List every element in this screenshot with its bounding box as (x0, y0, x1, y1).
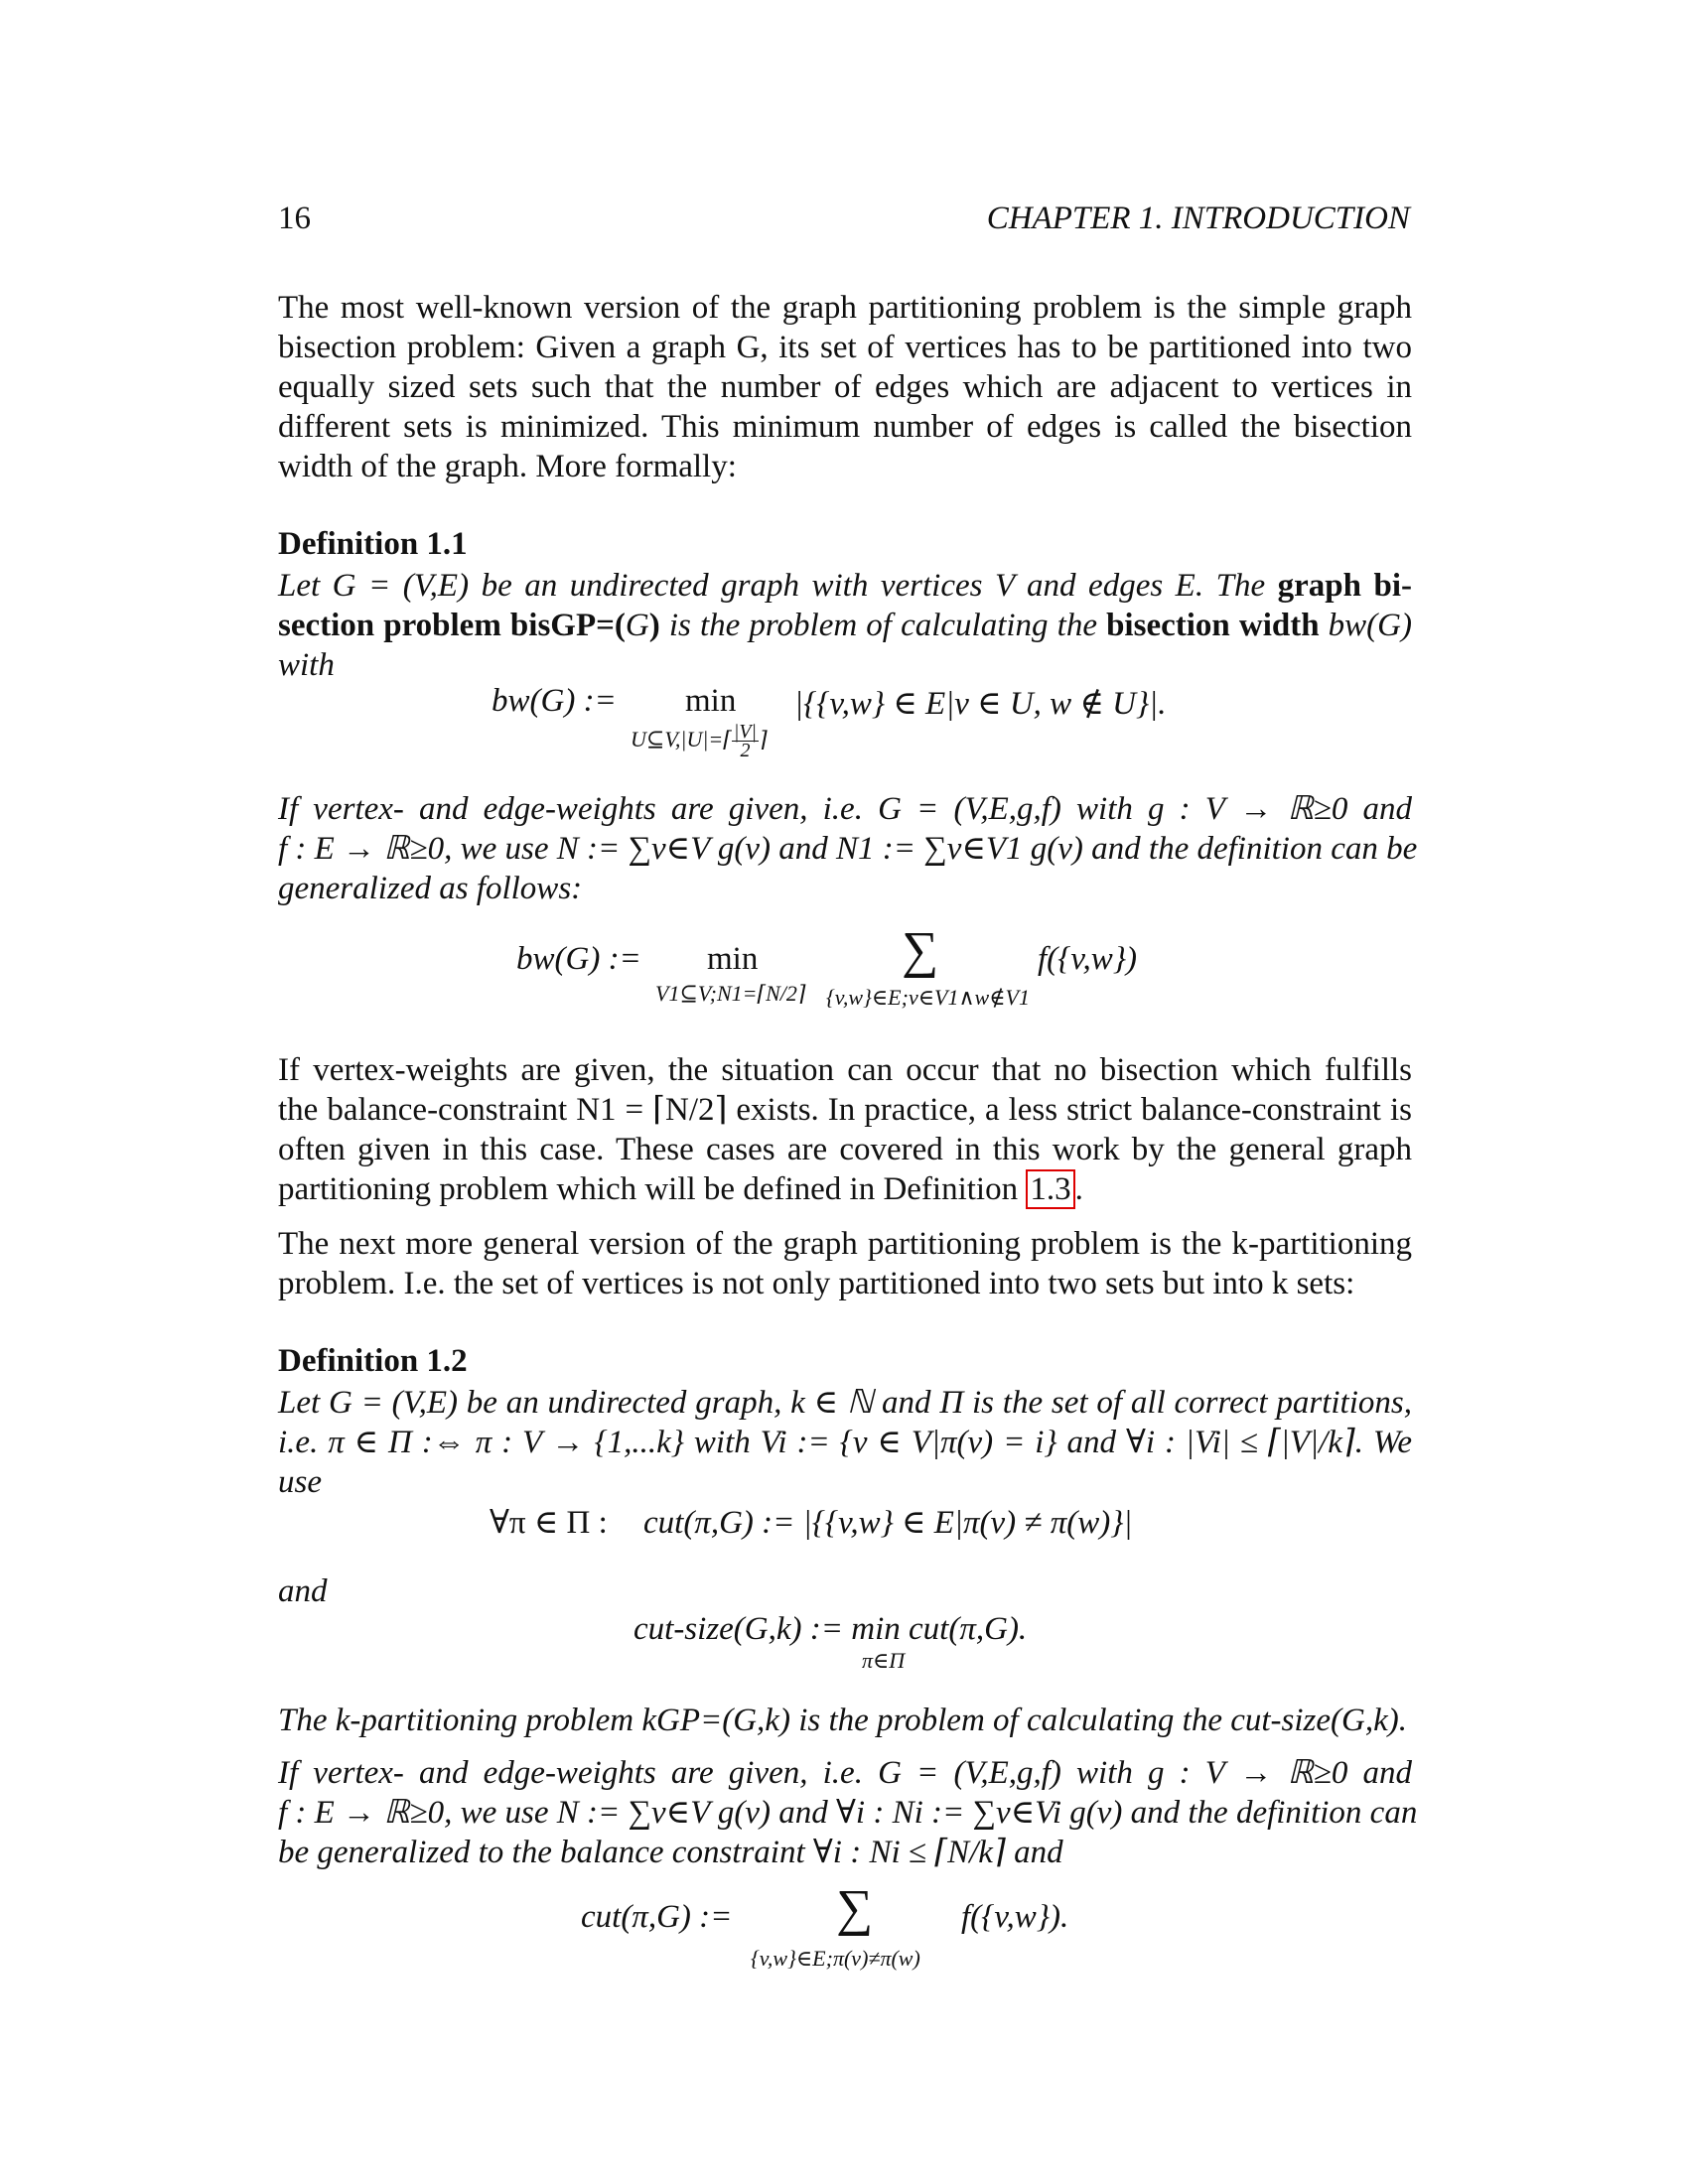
equation-lhs: ∀π ∈ Π : (490, 1505, 608, 1541)
kgp-statement (278, 1701, 1412, 1740)
running-header: CHAPTER 1. INTRODUCTION (986, 201, 1410, 236)
text-line: Let G = (V,E) be an undirected graph, k ∈ ℕ and Π is the set of all correct partitions, (278, 1385, 1412, 1421)
equation-subscript (631, 723, 768, 759)
text-line: f : E → ℝ≥0, we use N := ∑v∈V g(v) and ∀i : Ni := ∑v∈Vi g(v) and the definition can (278, 1795, 1418, 1831)
text-line: If vertex-weights are given, the situation can occur that no bisection which fulfills (278, 1052, 1412, 1088)
text-line: f : E → ℝ≥0, we use N := ∑v∈V g(v) and N1 := ∑v∈V1 g(v) and the definition can be (278, 831, 1418, 867)
math-var: G (625, 608, 649, 643)
equation-rhs: |{{v,w} ∈ E|v ∈ U, w ∉ U}|. (794, 686, 1167, 722)
fraction (732, 723, 759, 759)
text-line: The most well-known version of the graph partitioning problem is the simple graph (278, 290, 1412, 326)
text-line: If vertex- and edge-weights are given, i.e. G = (V,E,g,f) with g : V → ℝ≥0 and (278, 791, 1412, 827)
text-line: i.e. π ∈ Π :⇔ π : V → {1,...k} with Vi := {v ∈ V|π(v) = i} and ∀i : |Vi| ≤ ⌈|V|/k⌉. We (278, 1425, 1412, 1460)
definition-body (278, 566, 1412, 685)
sum-symbol: ∑ (836, 1880, 874, 1937)
text-line: width of the graph. More formally: (278, 449, 737, 484)
equation-min: min (685, 683, 737, 719)
definition-reference-link[interactable]: 1.3 (1026, 1169, 1074, 1209)
equation-subscript: {v,w}∈E;v∈V1∧w∉V1 (826, 985, 1030, 1010)
equation: cut-size(G,k) := min cut(π,G). (633, 1611, 1028, 1647)
bold-term: graph bi- (1277, 568, 1412, 604)
equation-rhs: f({v,w}). (961, 1899, 1069, 1935)
bold-term: bisection width (1106, 608, 1320, 643)
text-line (278, 566, 1412, 606)
equation-rhs: cut(π,G) := |{{v,w} ∈ E|π(v) ≠ π(w)}| (643, 1505, 1133, 1541)
text-line: with (278, 647, 335, 683)
text-run: bw(G) (1319, 608, 1412, 643)
text-run: partitioning problem which will be defined in Definition (278, 1171, 1027, 1207)
fraction-denominator: 2 (740, 740, 751, 761)
text-run: . (1074, 1171, 1083, 1207)
text-line (278, 606, 1412, 645)
text-run: Let G = (V,E) be an undirected graph with vertices V and edges E. The (278, 568, 1278, 604)
text-line: problem. I.e. the set of vertices is not only partitioned into two sets but into k sets: (278, 1266, 1355, 1301)
sub-text: ⌉ (759, 727, 768, 751)
equation-subscript: π∈Π (862, 1648, 906, 1673)
weighted-paragraph (278, 1753, 1418, 1872)
equation-subscript: V1⊆V;N1=⌈N/2⌉ (655, 981, 806, 1006)
intro-paragraph (278, 288, 1412, 486)
page-number: 16 (278, 201, 311, 236)
balance-paragraph (278, 1050, 1412, 1209)
definition-title: Definition 1.2 (278, 1343, 468, 1379)
text-run: is the problem of calculating the (659, 608, 1107, 643)
bold-term: section problem bisGP=( (278, 608, 626, 643)
text-line: and (278, 1573, 328, 1609)
text-line: often given in this case. These cases are covered in this work by the general graph (278, 1132, 1412, 1167)
weighted-paragraph (278, 789, 1418, 908)
equation-lhs: cut(π,G) := (581, 1899, 733, 1935)
text-line (278, 1169, 1412, 1209)
sum-symbol: ∑ (902, 922, 939, 979)
definition-title: Definition 1.1 (278, 526, 468, 562)
equation-lhs: bw(G) := (492, 683, 617, 719)
and-line (278, 1571, 1412, 1611)
text-line: The next more general version of the graph partitioning problem is the k-partitioning (278, 1226, 1412, 1262)
equation-min: min (707, 941, 759, 977)
text-line: If vertex- and edge-weights are given, i.e. G = (V,E,g,f) with g : V → ℝ≥0 and (278, 1755, 1412, 1791)
equation-lhs: bw(G) := (516, 941, 641, 977)
sub-text: U⊆V,|U|=⌈ (631, 727, 732, 751)
text-line: generalized as follows: (278, 871, 583, 906)
text-line: equally sized sets such that the number of edges which are adjacent to vertices in (278, 369, 1412, 405)
definition-body (278, 1383, 1412, 1502)
text-line: the balance-constraint N1 = ⌈N/2⌉ exists. In practice, a less strict balance-constraint is (278, 1092, 1412, 1128)
text-line: different sets is minimized. This minimum number of edges is called the bisection (278, 409, 1412, 445)
kpart-paragraph (278, 1224, 1412, 1303)
text-line: be generalized to the balance constraint ∀i : Ni ≤ ⌈N/k⌉ and (278, 1835, 1063, 1870)
text-line: bisection problem: Given a graph G, its set of vertices has to be partitioned into two (278, 330, 1412, 365)
text-line: use (278, 1464, 322, 1500)
bold-term: ) (648, 608, 660, 643)
text-line: The k-partitioning problem kGP=(G,k) is the problem of calculating the cut-size(G,k). (278, 1703, 1408, 1738)
fraction-numerator: |V| (733, 721, 758, 743)
equation-rhs: f({v,w}) (1038, 941, 1137, 977)
equation-subscript: {v,w}∈E;π(v)≠π(w) (751, 1946, 920, 1971)
